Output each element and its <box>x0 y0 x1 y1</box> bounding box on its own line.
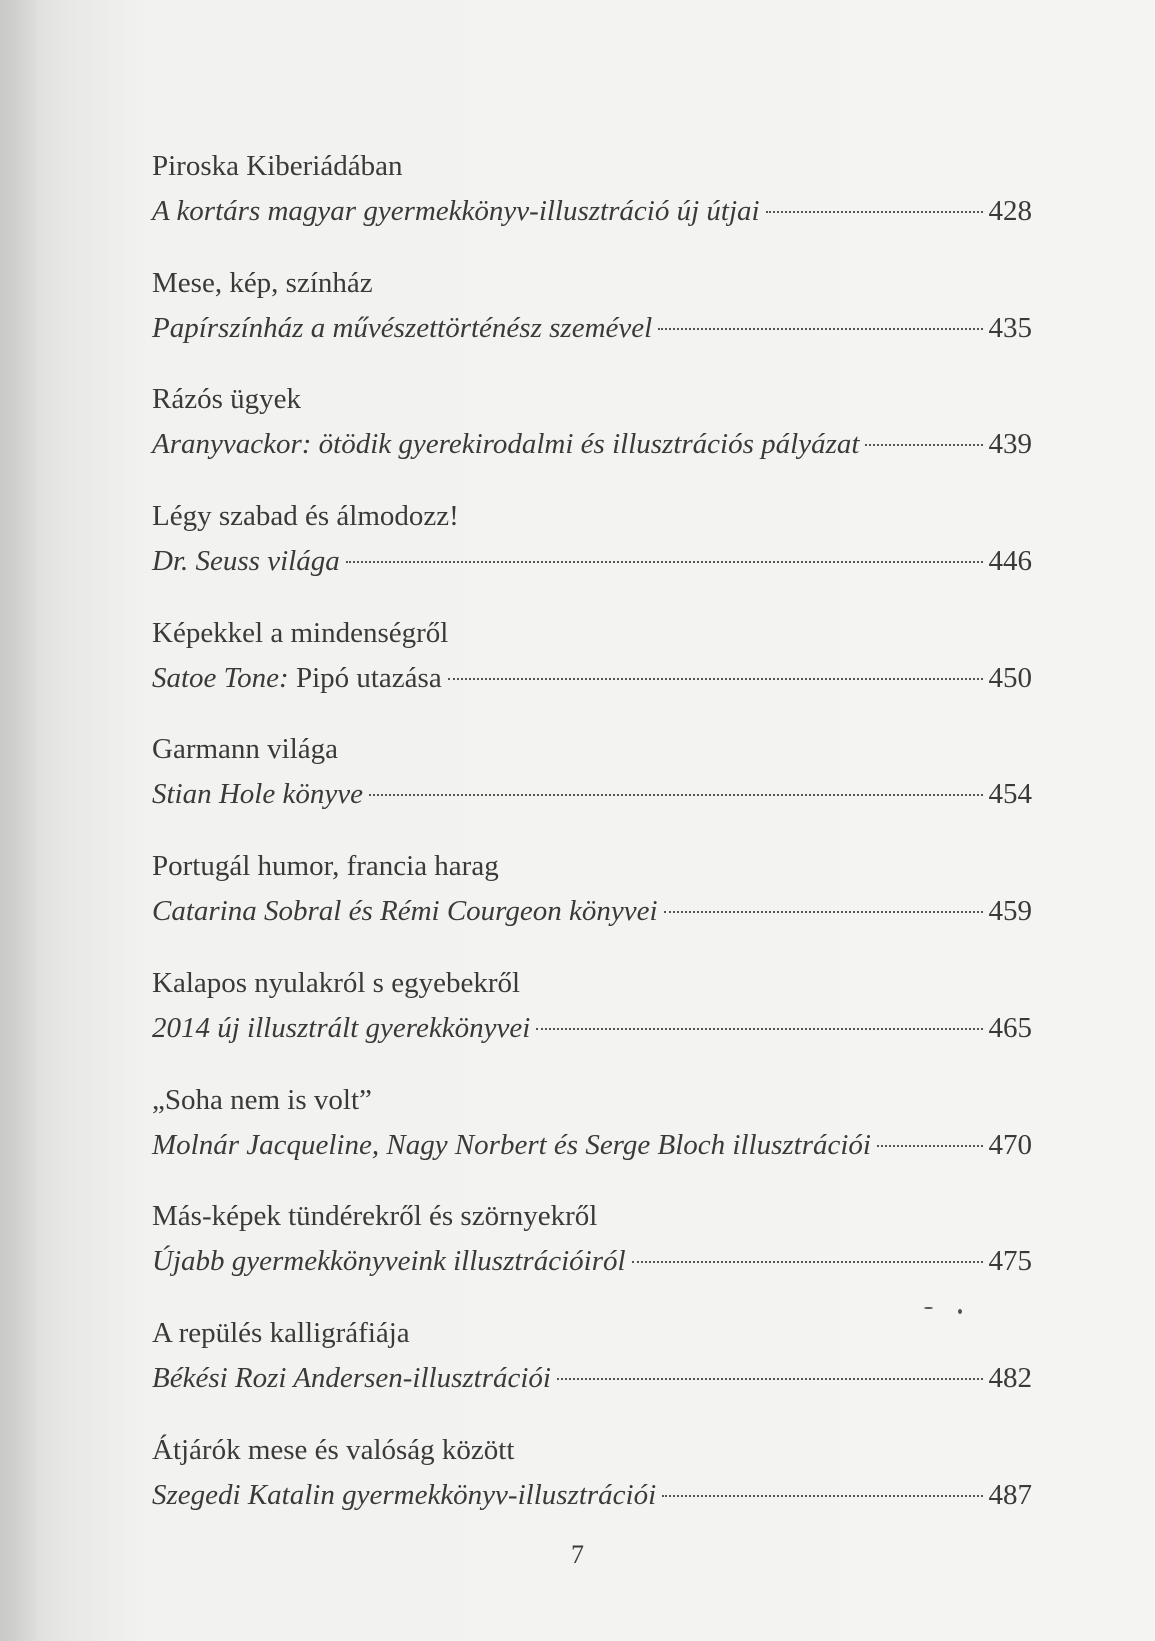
toc-entry-title: Képekkel a mindenségről <box>152 616 449 649</box>
toc-entry-subtitle-line <box>152 767 1032 811</box>
toc-entry-page-number: 428 <box>988 195 1032 227</box>
toc-entry-page-number: 465 <box>988 1011 1032 1044</box>
dot-leader <box>664 884 983 920</box>
toc-entry-title: A repülés kalligráfiája <box>152 1316 410 1349</box>
toc-entry-subtitle: Újabb gyermekkönyveink illusztrációiról <box>152 1245 626 1278</box>
toc-entry-subtitle-line <box>152 1118 1032 1161</box>
toc-entry-page-number: 475 <box>988 1245 1032 1278</box>
toc-entry-subtitle: Catarina Sobral és Rémi Courgeon könyvei <box>152 895 658 928</box>
toc-entry-page-number: 470 <box>988 1128 1032 1161</box>
toc-entry-subtitle: Papírszínház a művészettörténész szemével <box>152 311 653 344</box>
dot-leader <box>557 1351 983 1387</box>
toc-entry-subtitle-line <box>152 884 1032 928</box>
toc-entry-page-number: 435 <box>988 311 1032 344</box>
toc-entry-subtitle: Aranyvackor: ötödik gyerekirodalmi és illusztrációs pályázat <box>152 428 860 461</box>
toc-entry <box>152 967 1032 1084</box>
toc-entry-title: Rázós ügyek <box>152 383 301 416</box>
toc-entry-subtitle-line <box>152 1234 1032 1278</box>
dot-leader <box>632 1234 983 1270</box>
table-of-contents <box>152 150 1032 1550</box>
dot-leader <box>662 1468 982 1504</box>
toc-entry-title: Légy szabad és álmodozz! <box>152 500 459 533</box>
dot-leader <box>369 767 983 803</box>
spine-shadow <box>0 0 40 1641</box>
toc-entry-page-number: 487 <box>988 1478 1032 1511</box>
toc-entry <box>152 150 1032 267</box>
toc-entry-title: Garmann világa <box>152 733 339 766</box>
toc-entry-subtitle: Szegedi Katalin gyermekkönyv-illusztrációi <box>152 1478 657 1511</box>
dot-leader <box>877 1118 983 1154</box>
toc-entry-subtitle-line <box>152 1351 1032 1394</box>
dot-leader <box>865 417 982 453</box>
toc-entry-subtitle: Satoe Tone: Pipó utazása <box>152 661 442 694</box>
toc-entry <box>152 1200 1032 1317</box>
toc-entry-page-number: 482 <box>988 1361 1032 1394</box>
toc-entry-subtitle: A kortárs magyar gyermekkönyv-illusztráció új útjai <box>152 195 760 227</box>
toc-entry-subtitle-line <box>152 534 1032 578</box>
toc-entry-title: Kalapos nyulakról s egyebekről <box>152 966 521 999</box>
toc-entry-subtitle: Békési Rozi Andersen-illusztrációi <box>152 1361 551 1394</box>
toc-entry-subtitle: Molnár Jacqueline, Nagy Norbert és Serge Bloch illusztrációi <box>152 1128 871 1161</box>
dot-leader <box>766 184 983 220</box>
toc-entry <box>152 617 1032 734</box>
toc-entry-title: Portugál humor, francia harag <box>152 850 499 883</box>
toc-entry-title: Más-képek tündérekről és szörnyekről <box>152 1200 598 1233</box>
toc-entry <box>152 850 1032 967</box>
toc-entry-title: „Soha nem is volt” <box>152 1083 372 1116</box>
toc-entry-title: Piroska Kiberiádában <box>152 150 403 182</box>
dot-leader <box>448 651 983 687</box>
toc-entry-page-number: 450 <box>988 661 1032 694</box>
toc-entry-page-number: 439 <box>988 428 1032 461</box>
toc-entry-subtitle-line <box>152 1001 1032 1044</box>
print-speck <box>958 1309 962 1314</box>
toc-entry-page-number: 446 <box>988 545 1032 578</box>
toc-entry-subtitle: Dr. Seuss világa <box>152 545 340 578</box>
toc-entry <box>152 1317 1032 1434</box>
dot-leader <box>536 1001 982 1037</box>
toc-entry-subtitle: 2014 új illusztrált gyerekkönyvei <box>152 1011 531 1044</box>
toc-entry-title: Mese, kép, színház <box>152 266 373 299</box>
toc-entry-title: Átjárók mese és valóság között <box>152 1433 515 1466</box>
page-number: 7 <box>571 1540 584 1569</box>
toc-entry <box>152 1084 1032 1201</box>
dot-leader <box>658 301 982 337</box>
toc-entry-subtitle-line <box>152 1468 1032 1511</box>
print-speck <box>924 1307 933 1309</box>
toc-entry <box>152 383 1032 500</box>
dot-leader <box>346 534 983 570</box>
toc-entry <box>152 1434 1032 1551</box>
toc-entry-subtitle-line <box>152 417 1032 461</box>
toc-entry <box>152 733 1032 850</box>
toc-entry-page-number: 459 <box>988 895 1032 928</box>
toc-entry <box>152 500 1032 617</box>
toc-entry-subtitle-line <box>152 184 1032 227</box>
toc-entry-subtitle: Stian Hole könyve <box>152 778 363 811</box>
toc-entry-subtitle-line <box>152 301 1032 344</box>
toc-entry-page-number: 454 <box>988 778 1032 811</box>
toc-entry <box>152 267 1032 384</box>
toc-entry-subtitle-line <box>152 651 1032 694</box>
